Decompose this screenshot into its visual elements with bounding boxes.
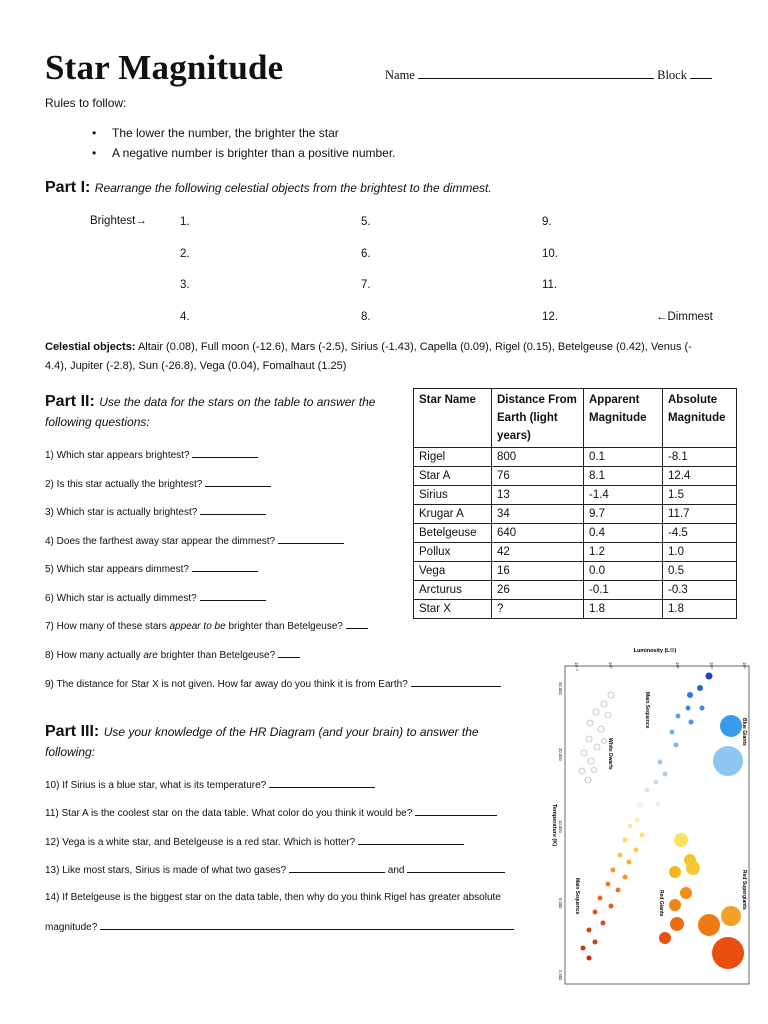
star-data-table <box>413 388 737 619</box>
temp-tick: 2,500 <box>558 970 563 981</box>
table-row <box>414 448 737 467</box>
question-5: 5) Which star appears dimmest? <box>45 562 258 575</box>
part3-instruction-cont: following: <box>45 745 96 759</box>
col-header: Absolute Magnitude <box>663 389 737 448</box>
answer-blank[interactable] <box>346 619 368 629</box>
question-13: 13) Like most stars, Sirius is made of what two gases? and <box>45 863 505 876</box>
block-label: Block <box>657 68 687 82</box>
cell: 640 <box>492 524 584 543</box>
col-header: Apparent Magnitude <box>584 389 663 448</box>
cell: 11.7 <box>663 505 737 524</box>
blue-giants-label: Blue Giants <box>741 718 747 746</box>
cell: 1.2 <box>584 543 663 562</box>
cell: 26 <box>492 581 584 600</box>
block-blank[interactable] <box>690 68 712 79</box>
page-title: Star Magnitude <box>45 48 284 87</box>
cell: 9.7 <box>584 505 663 524</box>
lum-tick: 10⁰ <box>608 662 613 669</box>
lum-tick: 10⁶ <box>742 662 747 669</box>
cell: -0.3 <box>663 581 737 600</box>
question-3: 3) Which star is actually brightest? <box>45 505 266 518</box>
answer-blank[interactable] <box>200 505 266 515</box>
part1-heading: Part I: Rearrange the following celestial objects from the brightest to the dimmest. <box>45 179 492 196</box>
question-14: 14) If Betelgeuse is the biggest star on the data table, then why do you think Rigel has greater absolute <box>45 892 501 903</box>
rank-number: 2. <box>180 248 190 260</box>
cell: Vega <box>414 562 492 581</box>
answer-blank[interactable] <box>278 648 300 658</box>
answer-blank[interactable] <box>269 778 375 788</box>
table-row <box>414 505 737 524</box>
question-11: 11) Star A is the coolest star on the data table. What color do you think it would be? <box>45 806 497 819</box>
name-label: Name <box>385 68 415 82</box>
cell: Rigel <box>414 448 492 467</box>
question-6: 6) Which star is actually dimmest? <box>45 591 266 604</box>
question-10: 10) If Sirius is a blue star, what is its temperature? <box>45 778 375 791</box>
name-block-line <box>385 68 712 83</box>
cell: Arcturus <box>414 581 492 600</box>
lum-tick: 10⁻² <box>574 662 579 671</box>
cell: 1.5 <box>663 486 737 505</box>
cell: -4.5 <box>663 524 737 543</box>
table-row <box>414 543 737 562</box>
cell: Krugar A <box>414 505 492 524</box>
cell: -8.1 <box>663 448 737 467</box>
rank-number: 12. <box>542 311 558 323</box>
rank-number: 7. <box>361 279 371 291</box>
luminosity-axis-label: Luminosity (L☉) <box>633 648 677 654</box>
answer-blank[interactable] <box>192 562 258 572</box>
white-dwarfs-label: White Dwarfs <box>607 738 613 770</box>
cell: ? <box>492 600 584 619</box>
cell: 1.0 <box>663 543 737 562</box>
col-header: Star Name <box>414 389 492 448</box>
rules-heading: Rules to follow: <box>45 96 127 110</box>
rank-number: 5. <box>361 216 371 228</box>
cell: -0.1 <box>584 581 663 600</box>
part3-heading: Part III: Use your knowledge of the HR Diagram (and your brain) to answer the <box>45 723 479 740</box>
rank-number: 11. <box>542 279 558 291</box>
table-row <box>414 486 737 505</box>
cell: 13 <box>492 486 584 505</box>
name-blank[interactable] <box>418 68 654 79</box>
temp-tick: 5,000 <box>558 898 563 909</box>
rank-number: 10. <box>542 248 558 260</box>
temperature-axis-label: Temperature (K) <box>551 803 557 847</box>
question-14-cont: magnitude? <box>45 920 514 933</box>
answer-blank[interactable] <box>415 806 497 816</box>
temp-tick: 40,000 <box>558 682 563 695</box>
part2-instruction-cont: following questions: <box>45 415 150 429</box>
rank-number: 1. <box>180 216 190 228</box>
cell: 1.8 <box>663 600 737 619</box>
brightest-label: Brightest→ <box>90 215 147 227</box>
lum-tick: 10⁴ <box>709 662 714 669</box>
temp-tick: 10,000 <box>558 820 563 833</box>
rank-number: 9. <box>542 216 552 228</box>
table-row <box>414 600 737 619</box>
red-supergiants-label: Red Supergiants <box>741 870 747 910</box>
cell: 16 <box>492 562 584 581</box>
answer-blank[interactable] <box>411 677 501 687</box>
question-9: 9) The distance for Star X is not given. How far away do you think it is from Earth? <box>45 677 501 690</box>
rule-item: • A negative number is brighter than a positive number. <box>92 146 396 160</box>
cell: 0.4 <box>584 524 663 543</box>
rank-number: 8. <box>361 311 371 323</box>
temp-tick: 20,000 <box>558 748 563 761</box>
question-8: 8) How many actually are brighter than Betelgeuse? <box>45 648 300 661</box>
cell: Star A <box>414 467 492 486</box>
rank-number: 4. <box>180 311 190 323</box>
part2-heading: Part II: Use the data for the stars on the table to answer the <box>45 393 376 410</box>
cell: Sirius <box>414 486 492 505</box>
cell: 0.0 <box>584 562 663 581</box>
cell: Star X <box>414 600 492 619</box>
rank-number: 3. <box>180 279 190 291</box>
lum-tick: 10² <box>675 662 680 669</box>
question-7: 7) How many of these stars appear to be brighter than Betelgeuse? <box>45 619 368 632</box>
cell: 34 <box>492 505 584 524</box>
cell: Pollux <box>414 543 492 562</box>
question-2: 2) Is this star actually the brightest? <box>45 477 271 490</box>
cell: 1.8 <box>584 600 663 619</box>
cell: 0.1 <box>584 448 663 467</box>
answer-blank[interactable] <box>200 591 266 601</box>
cell: -1.4 <box>584 486 663 505</box>
hr-plot-frame <box>565 666 749 984</box>
question-1: 1) Which star appears brightest? <box>45 448 258 461</box>
cell: 42 <box>492 543 584 562</box>
answer-blank[interactable] <box>407 863 505 873</box>
celestial-objects-line2: 4.4), Jupiter (-2.8), Sun (-26.8), Vega (0.04), Fomalhaut (1.25) <box>45 360 347 372</box>
answer-blank[interactable] <box>100 920 514 930</box>
celestial-objects-line1: Celestial objects: Altair (0.08), Full moon (-12.6), Mars (-2.5), Sirius (-1.43), Capella (0.09), Rigel (0.15), Betelgeuse (0.42), Venus (- <box>45 341 692 353</box>
hr-diagram <box>545 640 760 990</box>
table-row <box>414 524 737 543</box>
question-4: 4) Does the farthest away star appear the dimmest? <box>45 534 344 547</box>
dimmest-label: ←Dimmest <box>656 311 713 323</box>
table-row <box>414 467 737 486</box>
cell: 0.5 <box>663 562 737 581</box>
table-row <box>414 581 737 600</box>
rank-number: 6. <box>361 248 371 260</box>
answer-blank[interactable] <box>205 477 271 487</box>
answer-blank[interactable] <box>289 863 385 873</box>
red-giants-label: Red Giants <box>658 890 664 917</box>
answer-blank[interactable] <box>278 534 344 544</box>
answer-blank[interactable] <box>192 448 258 458</box>
cell: 12.4 <box>663 467 737 486</box>
main-sequence-label-bottom: Main Sequence <box>574 878 580 915</box>
rule-item: • The lower the number, the brighter the star <box>92 126 339 140</box>
col-header: Distance From Earth (light years) <box>492 389 584 448</box>
cell: 76 <box>492 467 584 486</box>
cell: 800 <box>492 448 584 467</box>
answer-blank[interactable] <box>358 835 464 845</box>
cell: 8.1 <box>584 467 663 486</box>
main-sequence-label-top: Main Sequence <box>644 692 650 729</box>
table-header-row <box>414 389 737 448</box>
question-12: 12) Vega is a white star, and Betelgeuse is a red star. Which is hotter? <box>45 835 464 848</box>
table-row <box>414 562 737 581</box>
cell: Betelgeuse <box>414 524 492 543</box>
